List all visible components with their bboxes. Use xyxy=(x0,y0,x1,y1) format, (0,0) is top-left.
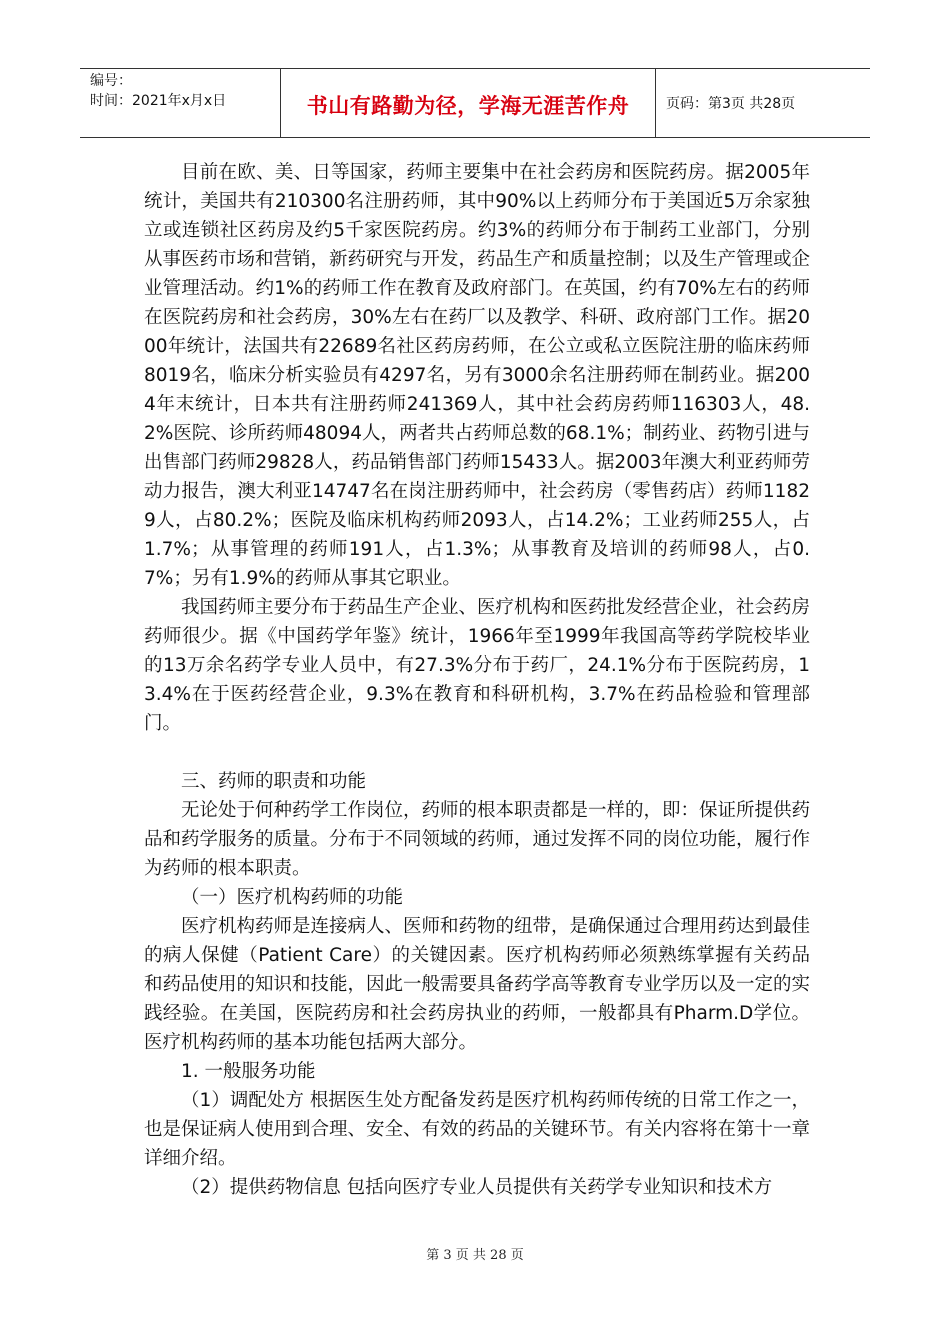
document-date: 时间：2021年x月x日 xyxy=(90,93,227,109)
document-number-label: 编号： xyxy=(90,73,132,89)
header-motto-cell xyxy=(281,69,656,137)
page-footer: 第 3 页 共 28 页 xyxy=(426,1248,524,1263)
subheading-general-service: 1. 一般服务功能 xyxy=(181,1061,316,1082)
paragraph-duties: 无论处于何种药学工作岗位，药师的根本职责都是一样的，即：保证所提供药品和药学服务的质量。分布于不同领域的药师，通过发挥不同的岗位功能，履行作为药师的根本职责。 xyxy=(144,800,811,879)
paragraph-china-pharmacists: 我国药师主要分布于药品生产企业、医疗机构和医药批发经营企业，社会药房药师很少。据《中国药学年鉴》统计，1966年至1999年我国高等药学院校毕业的13万余名药学专业人员中，有27.3%分布于药厂，24.1%分布于医院药房，13.4%在于医药经营企业，9.3%在教育和科研机构，3.7%在药品检验和管理部门。 xyxy=(144,597,811,734)
page-header xyxy=(80,68,870,138)
header-page-info: 页码：第3页 共28页 xyxy=(666,96,796,112)
header-left-cell xyxy=(80,69,281,137)
subheading-medical-institution: （一）医疗机构药师的功能 xyxy=(181,887,404,908)
document-body xyxy=(144,158,810,1202)
paragraph-medical-institution: 医疗机构药师是连接病人、医师和药物的纽带，是确保通过合理用药达到最佳的病人保健（Patient Care）的关键因素。医疗机构药师必须熟练掌握有关药品和药品使用的知识和技能，因此一般需要具备药学高等教育专业学历以及一定的实践经验。在美国，医院药房和社会药房执业的药师，一般都具有Pharm.D学位。医疗机构药师的基本功能包括两大部分。 xyxy=(144,916,811,1053)
paragraph-dispensing: （1）调配处方 根据医生处方配备发药是医疗机构药师传统的日常工作之一，也是保证病人使用到合理、安全、有效的药品的关键环节。有关内容将在第十一章详细介绍。 xyxy=(144,1090,811,1169)
header-right-cell xyxy=(656,69,870,137)
paragraph-foreign-pharmacists: 目前在欧、美、日等国家，药师主要集中在社会药房和医院药房。据2005年统计，美国共有210300名注册药师，其中90%以上药师分布于美国近5万余家独立或连锁社区药房及约5千家医院药房。约3%的药师分布于制药工业部门，分别从事医药市场和营销，新药研究与开发，药品生产和质量控制；以及生产管理或企业管理活动。约1%的药师工作在教育及政府部门。在英国，约有70%左右的药师在医院药房和社会药房，30%左右在药厂以及教学、科研、政府部门工作。据2000年统计，法国共有22689名社区药房药师，在公立或私立医院注册的临床药师8019名，临床分析实验员有4297名，另有3000余名注册药师在制药业。据2004年末统计，日本共有注册药师241369人，其中社会药房药师116303人，48.2%医院、诊所药师48094人，两者共占药师总数的68.1%；制药业、药物引进与出售部门药师29828人，药品销售部门药师15433人。据2003年澳大利亚药师劳动力报告，澳大利亚14747名在岗注册药师中，社会药房（零售药店）药师11829人，占80.2%；医院及临床机构药师2093人，占14.2%；工业药师255人，占1.7%；从事管理的药师191人，占1.3%；从事教育及培训的药师98人，占0.7%；另有1.9%的药师从事其它职业。 xyxy=(144,162,811,589)
header-motto: 书山有路勤为径，学海无涯苦作舟 xyxy=(306,94,630,118)
section-heading-duties: 三、药师的职责和功能 xyxy=(181,771,367,792)
paragraph-drug-information: （2）提供药物信息 包括向医疗专业人员提供有关药学专业知识和技术方 xyxy=(181,1177,773,1198)
